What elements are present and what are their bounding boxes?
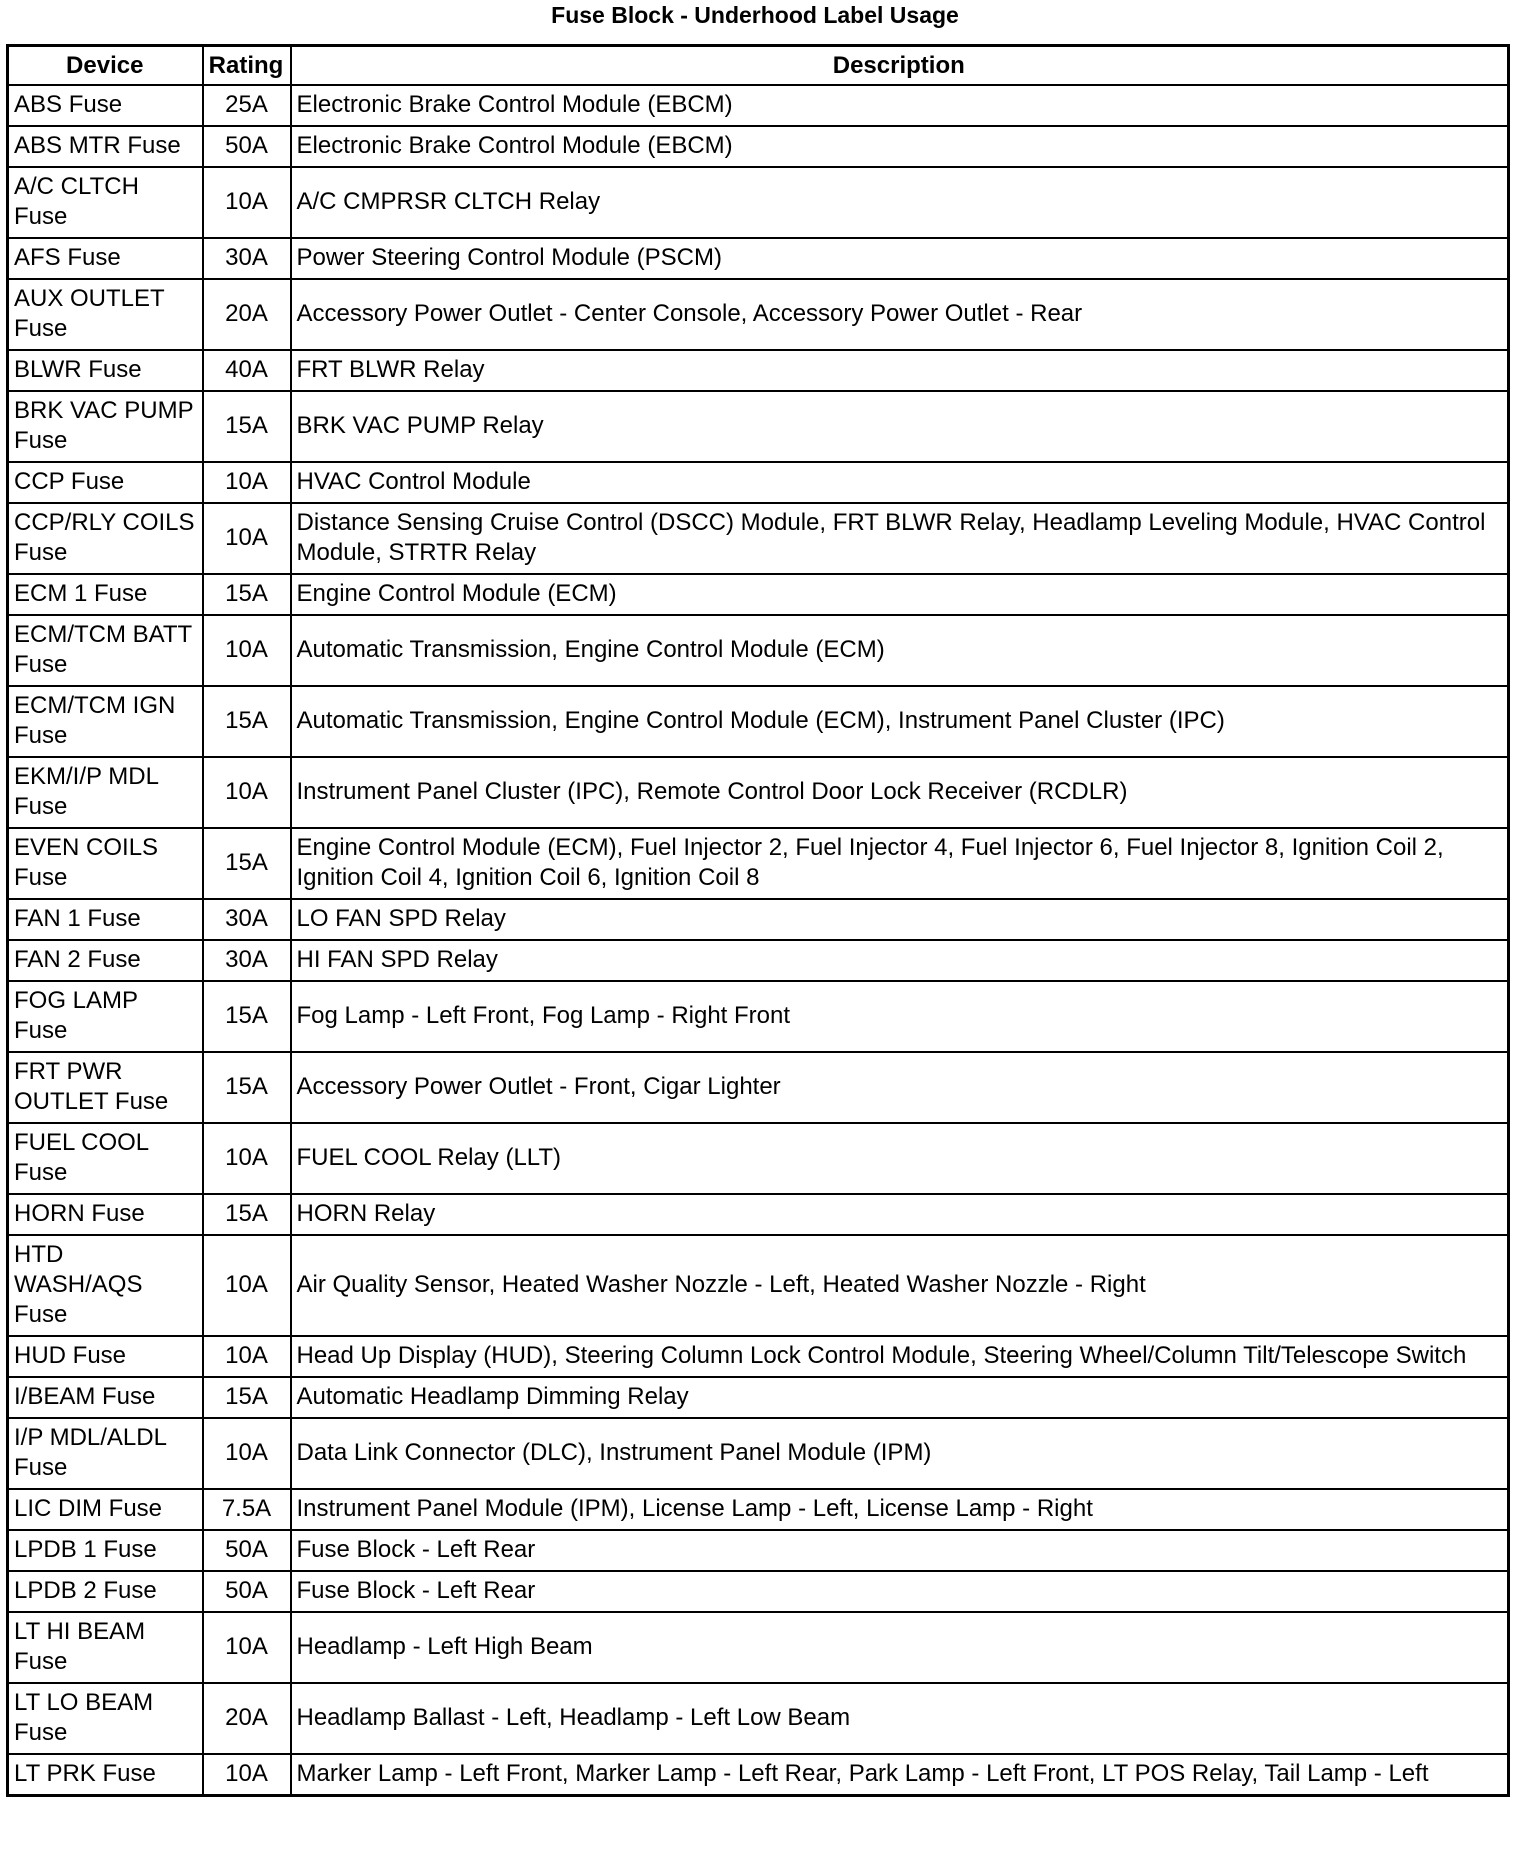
device-cell: CCP/RLY COILS Fuse xyxy=(8,503,203,574)
device-cell: LT PRK Fuse xyxy=(8,1754,203,1796)
table-row xyxy=(8,940,1509,981)
rating-cell: 40A xyxy=(203,350,291,391)
description-cell: HVAC Control Module xyxy=(291,462,1509,503)
device-cell: HTD WASH/AQS Fuse xyxy=(8,1235,203,1336)
rating-cell: 20A xyxy=(203,1683,291,1754)
table-row xyxy=(8,1418,1509,1489)
table-row xyxy=(8,899,1509,940)
device-cell: AUX OUTLET Fuse xyxy=(8,279,203,350)
description-cell: BRK VAC PUMP Relay xyxy=(291,391,1509,462)
rating-cell: 10A xyxy=(203,1418,291,1489)
description-cell: Instrument Panel Cluster (IPC), Remote Control Door Lock Receiver (RCDLR) xyxy=(291,757,1509,828)
rating-cell: 15A xyxy=(203,1194,291,1235)
table-row xyxy=(8,981,1509,1052)
table-row xyxy=(8,167,1509,238)
device-cell: EKM/I/P MDL Fuse xyxy=(8,757,203,828)
rating-cell: 10A xyxy=(203,757,291,828)
description-cell: Fog Lamp - Left Front, Fog Lamp - Right Front xyxy=(291,981,1509,1052)
table-row xyxy=(8,503,1509,574)
description-cell: A/C CMPRSR CLTCH Relay xyxy=(291,167,1509,238)
description-cell: Electronic Brake Control Module (EBCM) xyxy=(291,85,1509,126)
description-cell: Power Steering Control Module (PSCM) xyxy=(291,238,1509,279)
description-cell: Data Link Connector (DLC), Instrument Panel Module (IPM) xyxy=(291,1418,1509,1489)
table-row xyxy=(8,1052,1509,1123)
rating-cell: 10A xyxy=(203,503,291,574)
device-cell: HUD Fuse xyxy=(8,1336,203,1377)
device-cell: LIC DIM Fuse xyxy=(8,1489,203,1530)
description-cell: Headlamp - Left High Beam xyxy=(291,1612,1509,1683)
device-cell: LPDB 2 Fuse xyxy=(8,1571,203,1612)
description-cell: Accessory Power Outlet - Front, Cigar Lighter xyxy=(291,1052,1509,1123)
table-row xyxy=(8,1754,1509,1796)
device-cell: CCP Fuse xyxy=(8,462,203,503)
table-row xyxy=(8,1489,1509,1530)
description-cell: FRT BLWR Relay xyxy=(291,350,1509,391)
rating-cell: 15A xyxy=(203,574,291,615)
page-title: Fuse Block - Underhood Label Usage xyxy=(551,2,959,28)
rating-cell: 15A xyxy=(203,1377,291,1418)
device-cell: EVEN COILS Fuse xyxy=(8,828,203,899)
description-cell: Fuse Block - Left Rear xyxy=(291,1530,1509,1571)
description-cell: Marker Lamp - Left Front, Marker Lamp - Left Rear, Park Lamp - Left Front, LT POS Relay, Tail Lamp - Left xyxy=(291,1754,1509,1796)
description-cell: Instrument Panel Module (IPM), License Lamp - Left, License Lamp - Right xyxy=(291,1489,1509,1530)
description-cell: HI FAN SPD Relay xyxy=(291,940,1509,981)
description-cell: Automatic Headlamp Dimming Relay xyxy=(291,1377,1509,1418)
table-header-row xyxy=(8,46,1509,86)
rating-cell: 15A xyxy=(203,391,291,462)
description-cell: Engine Control Module (ECM) xyxy=(291,574,1509,615)
rating-cell: 20A xyxy=(203,279,291,350)
device-cell: LT LO BEAM Fuse xyxy=(8,1683,203,1754)
rating-cell: 25A xyxy=(203,85,291,126)
table-row xyxy=(8,279,1509,350)
rating-cell: 10A xyxy=(203,1123,291,1194)
rating-cell: 50A xyxy=(203,1571,291,1612)
device-cell: ABS Fuse xyxy=(8,85,203,126)
device-cell: I/P MDL/ALDL Fuse xyxy=(8,1418,203,1489)
rating-cell: 15A xyxy=(203,1052,291,1123)
rating-cell: 15A xyxy=(203,981,291,1052)
rating-cell: 50A xyxy=(203,1530,291,1571)
table-row xyxy=(8,574,1509,615)
device-cell: I/BEAM Fuse xyxy=(8,1377,203,1418)
description-cell: Air Quality Sensor, Heated Washer Nozzle - Left, Heated Washer Nozzle - Right xyxy=(291,1235,1509,1336)
device-cell: BLWR Fuse xyxy=(8,350,203,391)
description-cell: Engine Control Module (ECM), Fuel Injector 2, Fuel Injector 4, Fuel Injector 6, Fuel Injector 8, Ignition Coil 2, Ignition Coil 4, Ignition Coil 6, Ignition Coil 8 xyxy=(291,828,1509,899)
table-row xyxy=(8,391,1509,462)
description-cell: Accessory Power Outlet - Center Console, Accessory Power Outlet - Rear xyxy=(291,279,1509,350)
device-cell: HORN Fuse xyxy=(8,1194,203,1235)
table-row xyxy=(8,1123,1509,1194)
table-row xyxy=(8,238,1509,279)
fuse-table xyxy=(6,44,1510,1797)
rating-cell: 10A xyxy=(203,1235,291,1336)
rating-cell: 15A xyxy=(203,686,291,757)
device-cell: FUEL COOL Fuse xyxy=(8,1123,203,1194)
device-cell: LT HI BEAM Fuse xyxy=(8,1612,203,1683)
table-row xyxy=(8,757,1509,828)
device-cell: AFS Fuse xyxy=(8,238,203,279)
description-cell: Electronic Brake Control Module (EBCM) xyxy=(291,126,1509,167)
device-cell: ECM/TCM IGN Fuse xyxy=(8,686,203,757)
table-row xyxy=(8,615,1509,686)
rating-cell: 30A xyxy=(203,899,291,940)
table-row xyxy=(8,1336,1509,1377)
description-cell: Fuse Block - Left Rear xyxy=(291,1571,1509,1612)
device-cell: ECM 1 Fuse xyxy=(8,574,203,615)
rating-cell: 7.5A xyxy=(203,1489,291,1530)
column-header-description: Description xyxy=(291,46,1509,86)
rating-cell: 50A xyxy=(203,126,291,167)
table-row xyxy=(8,126,1509,167)
description-cell: HORN Relay xyxy=(291,1194,1509,1235)
device-cell: ECM/TCM BATT Fuse xyxy=(8,615,203,686)
device-cell: LPDB 1 Fuse xyxy=(8,1530,203,1571)
device-cell: BRK VAC PUMP Fuse xyxy=(8,391,203,462)
table-row xyxy=(8,85,1509,126)
table-body xyxy=(8,85,1509,1796)
description-cell: Automatic Transmission, Engine Control Module (ECM) xyxy=(291,615,1509,686)
rating-cell: 30A xyxy=(203,940,291,981)
table-row xyxy=(8,1612,1509,1683)
table-row xyxy=(8,462,1509,503)
rating-cell: 10A xyxy=(203,1336,291,1377)
table-row xyxy=(8,1571,1509,1612)
rating-cell: 10A xyxy=(203,615,291,686)
description-cell: Distance Sensing Cruise Control (DSCC) Module, FRT BLWR Relay, Headlamp Leveling Module, HVAC Control Module, STRTR Relay xyxy=(291,503,1509,574)
table-row xyxy=(8,686,1509,757)
column-header-rating: Rating xyxy=(203,46,291,86)
table-row xyxy=(8,1194,1509,1235)
description-cell: Headlamp Ballast - Left, Headlamp - Left Low Beam xyxy=(291,1683,1509,1754)
description-cell: LO FAN SPD Relay xyxy=(291,899,1509,940)
rating-cell: 15A xyxy=(203,828,291,899)
description-cell: Automatic Transmission, Engine Control Module (ECM), Instrument Panel Cluster (IPC) xyxy=(291,686,1509,757)
description-cell: FUEL COOL Relay (LLT) xyxy=(291,1123,1509,1194)
device-cell: A/C CLTCH Fuse xyxy=(8,167,203,238)
rating-cell: 10A xyxy=(203,1754,291,1796)
device-cell: FRT PWR OUTLET Fuse xyxy=(8,1052,203,1123)
table-row xyxy=(8,1235,1509,1336)
table-row xyxy=(8,350,1509,391)
device-cell: FAN 2 Fuse xyxy=(8,940,203,981)
device-cell: FAN 1 Fuse xyxy=(8,899,203,940)
table-row xyxy=(8,1377,1509,1418)
device-cell: ABS MTR Fuse xyxy=(8,126,203,167)
column-header-device: Device xyxy=(8,46,203,86)
rating-cell: 10A xyxy=(203,167,291,238)
rating-cell: 10A xyxy=(203,1612,291,1683)
table-row xyxy=(8,1530,1509,1571)
device-cell: FOG LAMP Fuse xyxy=(8,981,203,1052)
table-row xyxy=(8,1683,1509,1754)
description-cell: Head Up Display (HUD), Steering Column Lock Control Module, Steering Wheel/Column Tilt/Telescope Switch xyxy=(291,1336,1509,1377)
rating-cell: 10A xyxy=(203,462,291,503)
rating-cell: 30A xyxy=(203,238,291,279)
table-row xyxy=(8,828,1509,899)
